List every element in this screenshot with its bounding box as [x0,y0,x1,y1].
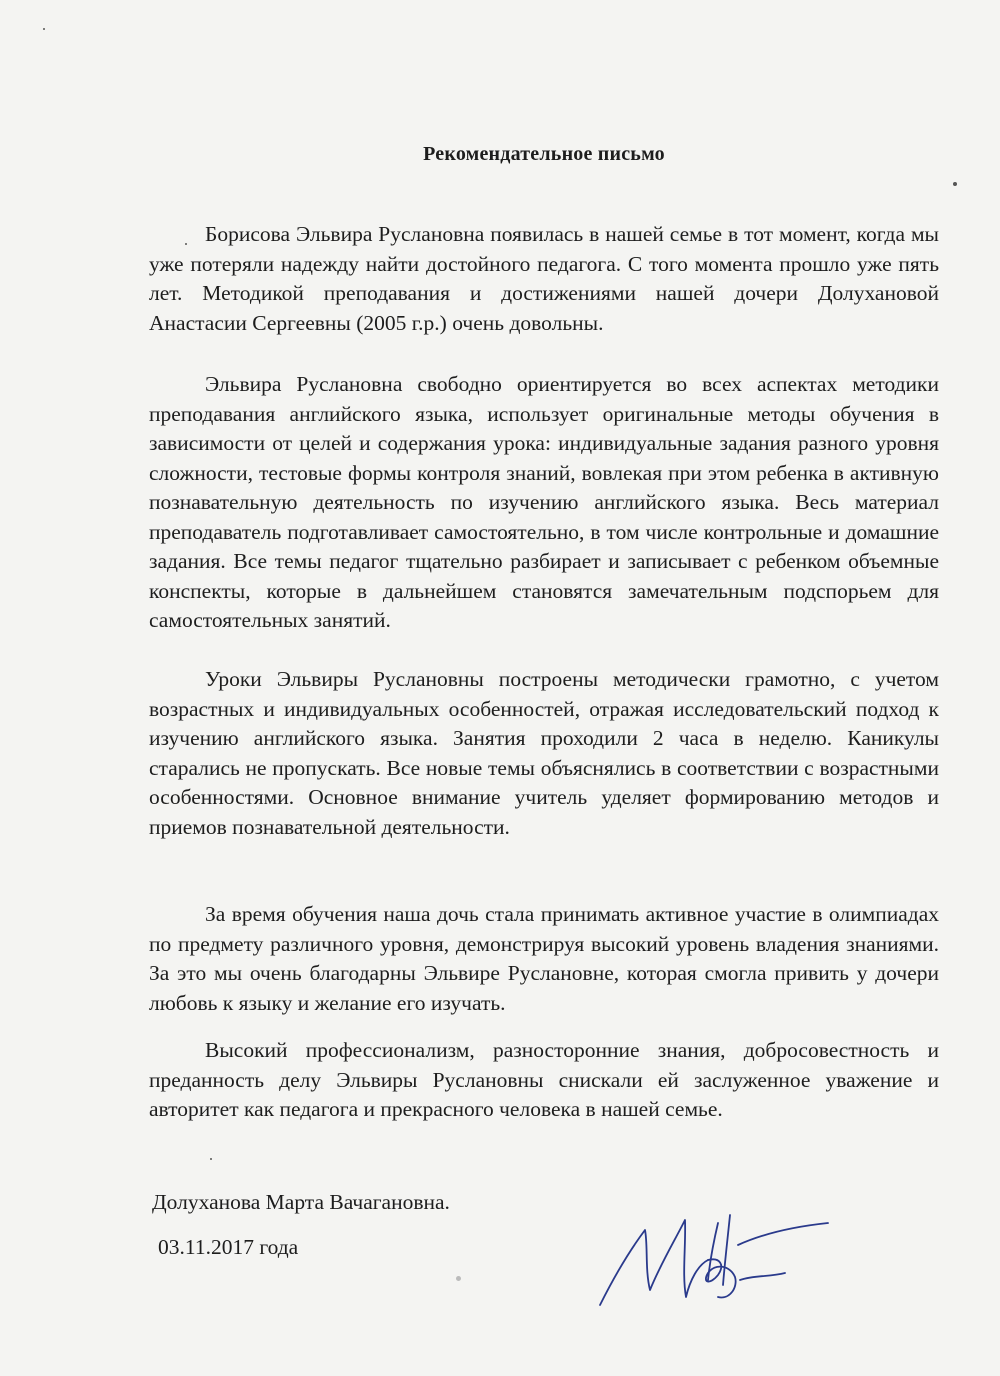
paragraph-2: Эльвира Руслановна свободно ориентируется во всех аспектах методики преподавания английского языка, использует оригинальные методы обучения в зависимости от целей и содержания урока: индивидуальные задания разного уровня сложности, тестовые формы контроля знаний, вовлекая при этом ребенка в активную познавательную деятельность по изучению английского языка. Весь материал преподаватель подготавливает самостоятельно, в том числе контрольные и домашние задания. Все темы педагог тщательно разбирает и записывает с ребенком объемные конспекты, которые в дальнейшем становятся замечательным подспорьем для самостоятельных занятий. [149,372,939,632]
scan-speck [456,1276,461,1281]
paragraph-4: За время обучения наша дочь стала принимать активное участие в олимпиадах по предмету различного уровня, демонстрируя высокий уровень владения знаниями. За это мы очень благодарны Эльвире Руслановне, которая смогла привить у дочери любовь к языку и желание его изучать. [149,902,939,1015]
handwritten-signature [590,1205,830,1325]
paragraph-1: Борисова Эльвира Руслановна появилась в нашей семье в тот момент, когда мы уже потеряли надежду найти достойного педагога. С того момента прошло уже пять лет. Методикой преподавания и достижениями нашей дочери Долухановой Анастасии Сергеевны (2005 г.р.) очень довольны. [149,222,939,335]
paragraph-5: Высокий профессионализм, разносторонние знания, добросовестность и преданность делу Эльвиры Руслановны снискали ей заслуженное уважение и авторитет как педагога и прекрасного человека в нашей семье. [149,1038,939,1121]
letter-date: 03.11.2017 года [158,1235,299,1259]
scan-speck [210,1158,212,1160]
letter-title: Рекомендательное письмо [423,143,665,165]
paragraph-3: Уроки Эльвиры Руслановны построены методически грамотно, с учетом возрастных и индивидуальных особенностей, отражая исследовательский подход к изучению английского языка. Занятия проходили 2 часа в неделю. Каникулы старались не пропускать. Все новые темы объяснялись в соответствии с возрастными особенностями. Основное внимание учитель уделяет формированию методов и приемов познавательной деятельности. [149,667,939,839]
scan-speck [185,243,187,245]
scan-speck [953,182,957,186]
signatory-name: Долуханова Марта Вачагановна. [152,1190,450,1214]
scan-speck [43,28,45,30]
